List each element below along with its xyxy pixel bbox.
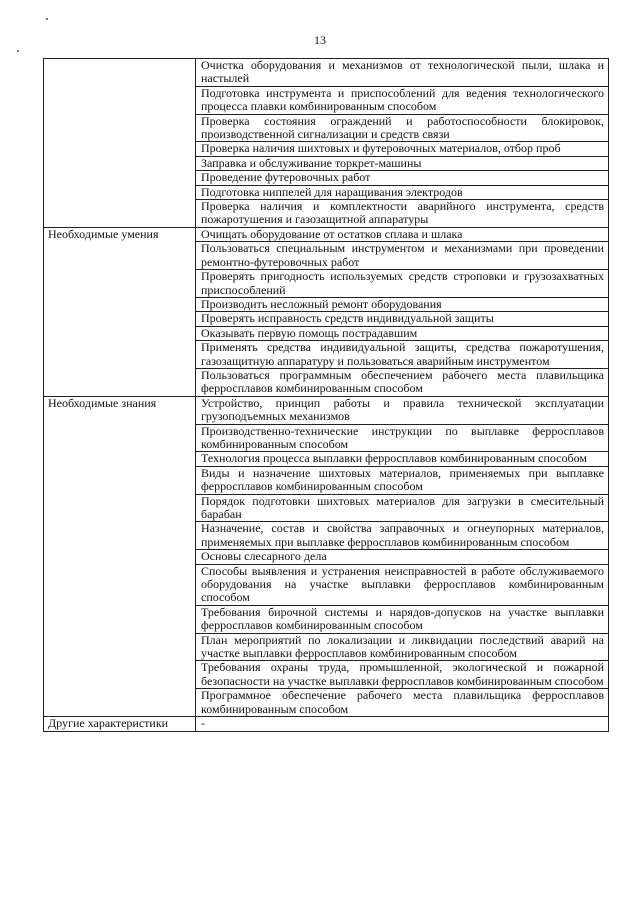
table-cell: Требования охраны труда, промышленной, экологической и пожарной безопасности на участке выплавки ферросплавов комбинированным способом: [196, 661, 609, 689]
table-row: [44, 717, 609, 731]
table-cell: Заправка и обслуживание торкрет-машины: [196, 156, 609, 170]
table-cell: Очищать оборудование от остатков сплава и шлака: [196, 227, 609, 241]
table-cell: Производить несложный ремонт оборудования: [196, 297, 609, 311]
competency-table: [43, 58, 609, 732]
table-cell: Программное обеспечение рабочего места плавильщика ферросплавов комбинированным способом: [196, 689, 609, 717]
table-cell: Производственно-технические инструкции по выплавке ферросплавов комбинированным способом: [196, 424, 609, 452]
table-row: [44, 59, 609, 87]
table-cell: Требования бирочной системы и нарядов-допусков на участке выплавки ферросплавов комбинированным способом: [196, 605, 609, 633]
table-cell: Очистка оборудования и механизмов от технологической пыли, шлака и настылей: [196, 59, 609, 87]
competency-table-body: [44, 59, 609, 732]
scan-speck: [46, 18, 48, 20]
table-cell: Подготовка ниппелей для наращивания электродов: [196, 185, 609, 199]
table-cell: Проверка наличия шихтовых и футеровочных материалов, отбор проб: [196, 142, 609, 156]
table-cell: Устройство, принцип работы и правила технической эксплуатации грузоподъемных механизмов: [196, 396, 609, 424]
table-cell: Проверять пригодность используемых средств строповки и грузозахватных приспособлений: [196, 270, 609, 298]
table-cell: Виды и назначение шихтовых материалов, применяемых при выплавке ферросплавов комбинированным способом: [196, 466, 609, 494]
table-cell: Проведение футеровочных работ: [196, 171, 609, 185]
section-label: Необходимые умения: [44, 227, 196, 396]
table-cell: Проверка наличия и комплектности аварийного инструмента, средств пожаротушения и газозащитной аппаратуры: [196, 200, 609, 228]
table-cell: Оказывать первую помощь пострадавшим: [196, 326, 609, 340]
table-cell: Технология процесса выплавки ферросплавов комбинированным способом: [196, 452, 609, 466]
table-cell: Применять средства индивидуальной защиты, средства пожаротушения, газозащитную аппаратуру и пользоваться аварийным инструментом: [196, 341, 609, 369]
table-cell: Пользоваться программным обеспечением рабочего места плавильщика ферросплавов комбинированным способом: [196, 368, 609, 396]
table-cell: Основы слесарного дела: [196, 550, 609, 564]
table-cell: Подготовка инструмента и приспособлений для ведения технологического процесса плавки комбинированным способом: [196, 86, 609, 114]
section-label: Другие характеристики: [44, 717, 196, 731]
scan-speck: [17, 50, 19, 52]
section-label: [44, 59, 196, 228]
table-cell: План мероприятий по локализации и ликвидации последствий аварий на участке выплавки ферросплавов комбинированным способом: [196, 633, 609, 661]
page-number: 13: [314, 33, 326, 47]
table-row: [44, 396, 609, 424]
table-cell: Проверка состояния ограждений и работоспособности блокировок, производственной сигнализации и средств связи: [196, 114, 609, 142]
table-row: [44, 227, 609, 241]
table-cell: Способы выявления и устранения неисправностей в работе обслуживаемого оборудования на участке выплавки ферросплавов комбинированным способом: [196, 564, 609, 605]
table-cell: Пользоваться специальным инструментом и механизмами при проведении ремонтно-футеровочных работ: [196, 242, 609, 270]
section-label: Необходимые знания: [44, 396, 196, 716]
table-cell: Порядок подготовки шихтовых материалов для загрузки в смесительный барабан: [196, 494, 609, 522]
table-cell: -: [196, 717, 609, 731]
table-cell: Назначение, состав и свойства заправочных и огнеупорных материалов, применяемых при выплавке ферросплавов комбинированным способом: [196, 522, 609, 550]
table-cell: Проверять исправность средств индивидуальной защиты: [196, 312, 609, 326]
